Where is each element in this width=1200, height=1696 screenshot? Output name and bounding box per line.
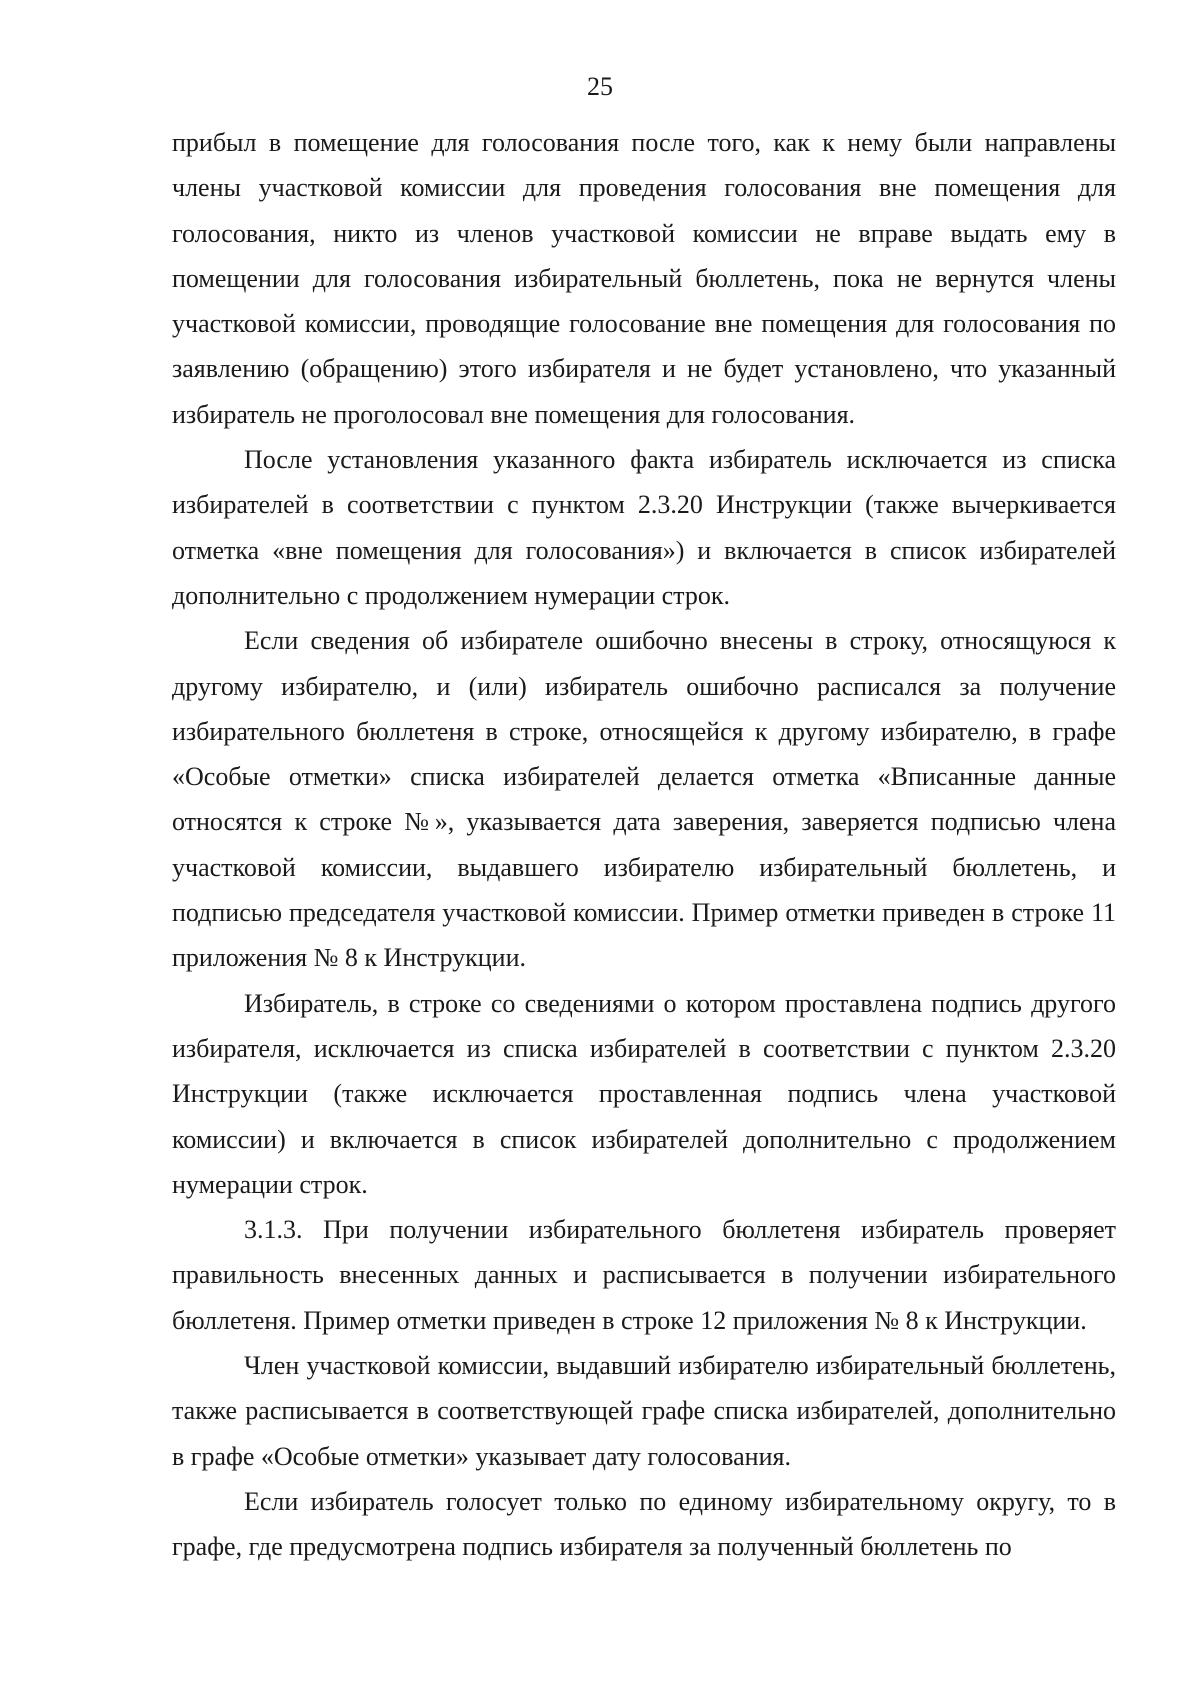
paragraph-continuation: прибыл в помещение для голосования после того, как к нему были направлены члены участковой комиссии для проведения голосования вне помещения для голосования, никто из членов участковой комиссии не вправе выдать ему в помещении для голосования избирательный бюллетень, пока не вернутся члены участковой комиссии, проводящие голосование вне помещения для голосования по заявлению (обращению) этого избирателя и не будет установлено, что указанный избиратель не проголосовал вне помещения для голосования.: [172, 128, 1116, 429]
paragraph: Член участковой комиссии, выдавший избирателю избирательный бюллетень, также расписывается в соответствующей графе списка избирателей, дополнительно в графе «Особые отметки» указывает дату голосования.: [172, 1351, 1116, 1471]
paragraph: Если избиратель голосует только по единому избирательному округу, то в графе, где предусмотрена подпись избирателя за полученный бюллетень по: [172, 1486, 1116, 1562]
paragraph-clause-3-1-3: 3.1.3. При получении избирательного бюллетеня избиратель проверяет правильность внесенных данных и расписывается в получении избирательного бюллетеня. Пример отметки приведен в строке 12 приложения № 8 к Инструкции.: [172, 1215, 1116, 1335]
page-number: 25: [587, 72, 613, 101]
paragraph: Если сведения об избирателе ошибочно внесены в строку, относящуюся к другому избирателю, и (или) избиратель ошибочно расписался за получение избирательного бюллетеня в строке, относящейся к другому избирателю, в графе «Особые отметки» списка избирателей делается отметка «Вписанные данные относятся к строке №», указывается дата заверения, заверяется подписью члена участковой комиссии, выдавшего избирателю избирательный бюллетень, и подписью председателя участковой комиссии. Пример отметки приведен в строке 11 приложения № 8 к Инструкции.: [172, 626, 1116, 973]
paragraph: После установления указанного факта избиратель исключается из списка избирателей в соответствии с пунктом 2.3.20 Инструкции (также вычеркивается отметка «вне помещения для голосования») и включается в список избирателей дополнительно с продолжением нумерации строк.: [172, 445, 1116, 610]
document-body: [172, 120, 1116, 1570]
paragraph: Избиратель, в строке со сведениями о котором проставлена подпись другого избирателя, исключается из списка избирателей в соответствии с пунктом 2.3.20 Инструкции (также исключается проставленная подпись члена участковой комиссии) и включается в список избирателей дополнительно с продолжением нумерации строк.: [172, 988, 1116, 1199]
